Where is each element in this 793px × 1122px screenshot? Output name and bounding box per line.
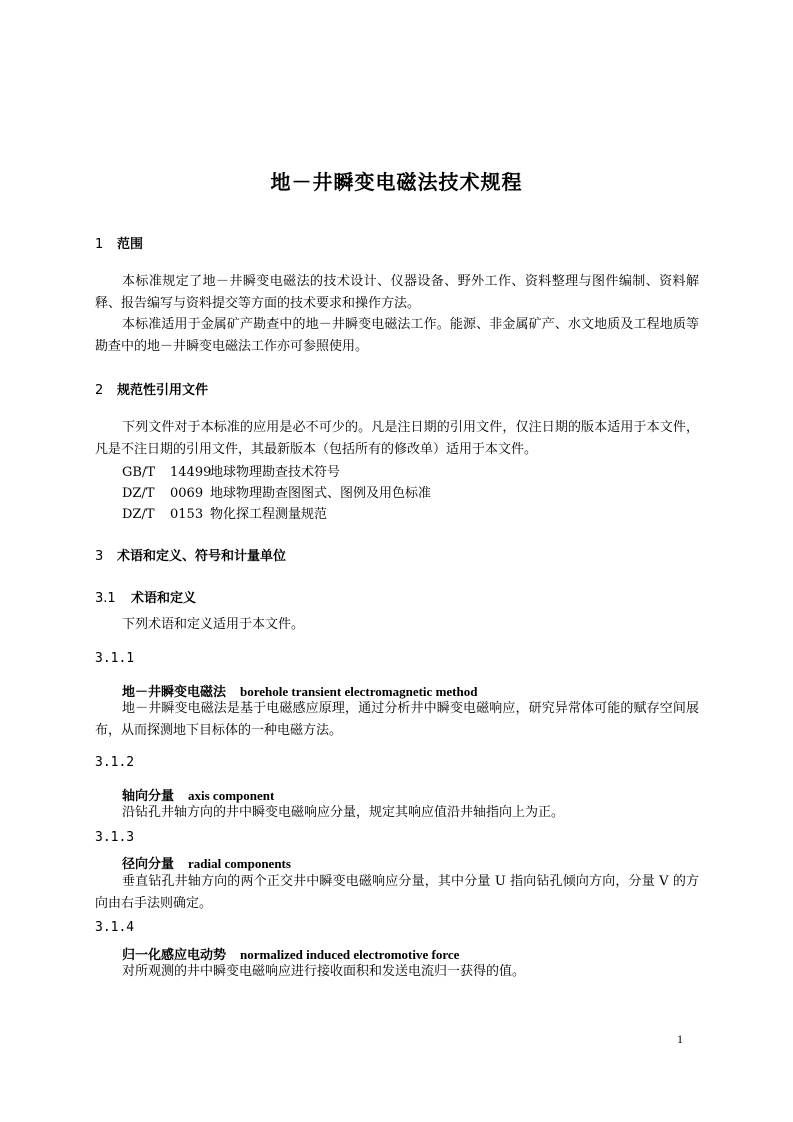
- section-1-heading: [95, 233, 143, 252]
- reference-code: DZ/T: [122, 507, 155, 522]
- section-number: 3: [95, 549, 104, 564]
- term-zh: 地－井瞬变电磁法: [122, 685, 227, 700]
- terms-intro: 下列术语和定义适用于本文件。: [122, 617, 305, 632]
- reference-code: GB/T: [122, 465, 155, 480]
- reference-item: [122, 461, 340, 480]
- reference-item: [122, 503, 327, 522]
- scope-paragraph-1: 本标准规定了地－井瞬变电磁法的技术设计、仪器设备、野外工作、资料整理与图件编制、资料解释、报告编写与资料提交等方面的技术要求和操作方法。: [95, 274, 699, 311]
- term-en: axis component: [188, 788, 275, 803]
- page-number: 1: [677, 1032, 683, 1046]
- document-title: 地－井瞬变电磁法技术规程: [270, 170, 523, 194]
- section-number: 3.1: [95, 591, 116, 606]
- section-title: 范围: [117, 237, 144, 252]
- term-heading: [122, 853, 291, 872]
- term-number: 3.1.4: [95, 920, 135, 935]
- term-en: normalized induced electromotive force: [240, 947, 460, 962]
- section-title: 术语和定义、符号和计量单位: [117, 549, 287, 564]
- reference-number: 0069: [170, 486, 204, 501]
- term-definition: 沿钻孔井轴方向的井中瞬变电磁响应分量，规定其响应值沿井轴指向上为正。: [122, 805, 565, 820]
- reference-title: 地球物理勘查技术符号: [210, 465, 341, 480]
- section-3-1-heading: [95, 587, 196, 606]
- reference-title: 地球物理勘查图图式、图例及用色标准: [210, 486, 432, 501]
- section-number: 1: [95, 237, 104, 252]
- reference-number: 14499: [170, 465, 212, 480]
- term-number: 3.1.3: [95, 830, 135, 845]
- term-en: borehole transient electromagnetic method: [240, 684, 478, 699]
- reference-number: 0153: [170, 507, 204, 522]
- term-number: 3.1.1: [95, 651, 135, 666]
- section-title: 术语和定义: [131, 591, 197, 606]
- scope-paragraph-2: 本标准适用于金属矿产勘查中的地－井瞬变电磁法工作。能源、非金属矿产、水文地质及工程地质等勘查中的地－井瞬变电磁法工作亦可参照使用。: [95, 317, 699, 354]
- term-definition: 对所观测的井中瞬变电磁响应进行接收面积和发送电流归一获得的值。: [122, 964, 526, 979]
- reference-title: 物化探工程测量规范: [210, 507, 328, 522]
- section-2-heading: [95, 379, 208, 398]
- term-zh: 径向分量: [122, 857, 175, 872]
- section-number: 2: [95, 383, 104, 398]
- term-zh: 归一化感应电动势: [122, 948, 227, 963]
- reference-item: [122, 482, 431, 501]
- term-number: 3.1.2: [95, 755, 135, 770]
- term-en: radial components: [188, 856, 291, 871]
- term-definition: 垂直钻孔井轴方向的两个正交井中瞬变电磁响应分量，其中分量 U 指向钻孔倾向方向，分量 V 的方向由右手法则确定。: [95, 874, 699, 911]
- reference-code: DZ/T: [122, 486, 155, 501]
- section-3-heading: [95, 545, 286, 564]
- term-zh: 轴向分量: [122, 789, 175, 804]
- section-title: 规范性引用文件: [117, 383, 209, 398]
- term-definition: 地－井瞬变电磁法是基于电磁感应原理，通过分析井中瞬变电磁响应，研究异常体可能的赋存空间展布，从而探测地下目标体的一种电磁方法。: [95, 701, 699, 738]
- references-intro: 下列文件对于本标准的应用是必不可少的。凡是注日期的引用文件，仅注日期的版本适用于本文件，凡是不注日期的引用文件，其最新版本（包括所有的修改单）适用于本文件。: [95, 420, 699, 457]
